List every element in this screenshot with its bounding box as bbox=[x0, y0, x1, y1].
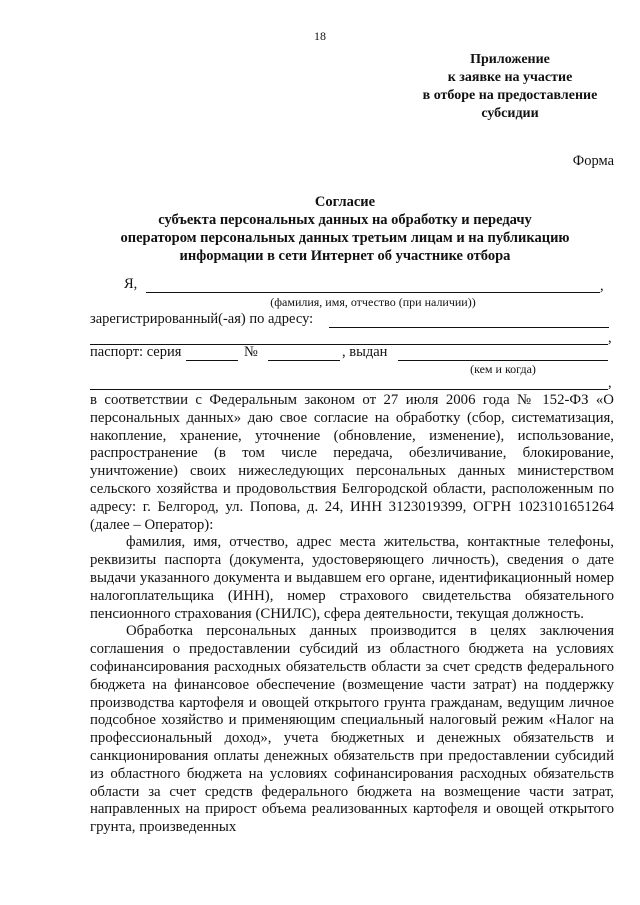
title-line-2: субъекта персональных данных на обработку и передачу bbox=[158, 212, 532, 228]
title-line-3: оператором персональных данных третьим лицам и на публикацию bbox=[120, 230, 570, 246]
fio-end-comma: , bbox=[600, 278, 604, 294]
appendix-line-1: Приложение bbox=[470, 52, 550, 67]
registered-label: зарегистрированный(-ая) по адресу: bbox=[90, 311, 314, 327]
title-line-4: информации в сети Интернет об участнике отбора bbox=[179, 248, 511, 264]
passport-number-field[interactable] bbox=[268, 360, 340, 361]
appendix-block bbox=[360, 51, 640, 123]
appendix-line-2: к заявке на участие bbox=[447, 70, 573, 85]
address-field-1[interactable] bbox=[329, 327, 609, 328]
passport-series-field[interactable] bbox=[186, 360, 238, 361]
appendix-line-4: субсидии bbox=[481, 106, 539, 121]
address-end-comma: , bbox=[608, 330, 612, 346]
consent-paragraph-1: в соответствии с Федеральным законом от 27 июля 2006 года № 152-ФЗ «О персональных данных» даю свое согласие на обработку (сбор, систематизация, накопление, хранение, уточнение (обновление, изменение), использование, распространение (в том числе передача, обезличивание, блокирование, уничтожение) своих нижеследующих персональных данных министерством сельского хозяйства и продовольствия Белгородской области, расположенным по адресу: г. Белгород, ул. Попова, д. 24, ИНН 3123019399, ОГРН 1023101651264 (далее – Оператор): bbox=[90, 392, 614, 533]
issued-hint: (кем и когда) bbox=[470, 362, 536, 376]
consent-body bbox=[90, 392, 614, 837]
i-label: Я, bbox=[124, 276, 138, 292]
form-label: Форма bbox=[572, 153, 614, 169]
issued-field-1[interactable] bbox=[398, 360, 608, 361]
issued-label: , выдан bbox=[342, 344, 388, 360]
issued-end-comma: , bbox=[608, 375, 612, 391]
appendix-line-3: в отборе на предоставление bbox=[422, 88, 598, 103]
consent-paragraph-3: Обработка персональных данных производится в целях заключения соглашения о предоставлении субсидий из областного бюджета на условиях софинансирования расходных обязательств области за счет средств федерального бюджета на финансовое обеспечение (возмещение части затрат) на поддержку производства картофеля и овощей открытого грунта гражданам, ведущим личное подсобное хозяйство и применяющим специальный налоговый режим «Налог на профессиональный доход», учета бюджетных и денежных обязательств и санкционирования оплаты денежных обязательств при предоставлении субсидий из областного бюджета на условиях софинансирования расходных обязательств области за счет средств федерального бюджета на возмещение части затрат, направленных на прирост объема реализованных картофеля и овощей открытого грунта, произведенных bbox=[90, 623, 614, 836]
document-title bbox=[95, 193, 595, 265]
page-number: 18 bbox=[314, 29, 326, 43]
title-line-1: Согласие bbox=[314, 194, 376, 210]
number-sign: № bbox=[244, 344, 258, 360]
fio-field[interactable] bbox=[146, 292, 600, 293]
consent-paragraph-2: фамилия, имя, отчество, адрес места жительства, контактные телефоны, реквизиты паспорта (документа, удостоверяющего личность), сведения о дате выдачи указанного документа и выдавшем его органе, идентификационный номер налогоплательщика (ИНН), номер страхового свидетельства обязательного пенсионного страхования (СНИЛС), сфера деятельности, текущая должность. bbox=[90, 534, 614, 622]
fio-hint: (фамилия, имя, отчество (при наличии)) bbox=[270, 295, 476, 309]
issued-field-2[interactable] bbox=[90, 389, 608, 390]
passport-label: паспорт: серия bbox=[90, 344, 182, 360]
